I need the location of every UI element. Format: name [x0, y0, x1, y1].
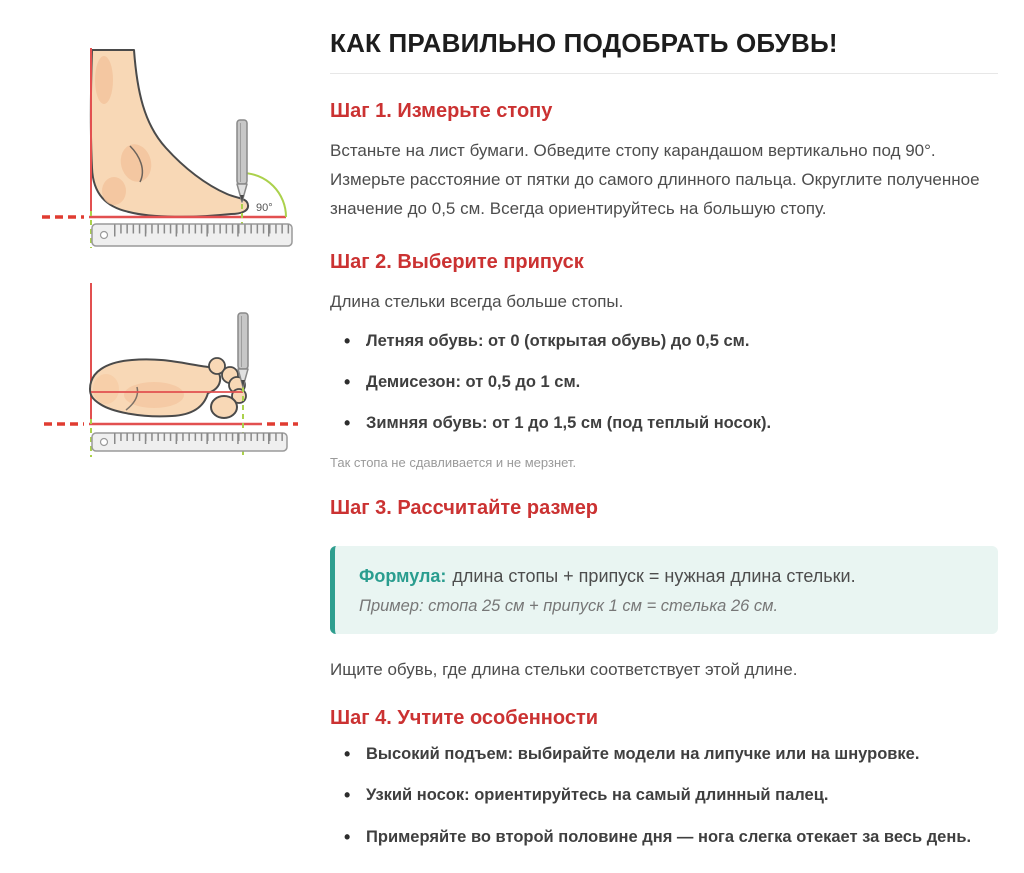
step-1-description: Встаньте на лист бумаги. Обведите стопу карандашом вертикально под 90°. Измерьте расстояние от пятки до самого длинного пальца. Округлите полученное значение до 0,5 см. Всегда ориентируйтесь на большую стопу.	[330, 141, 980, 218]
allowance-list	[330, 331, 998, 435]
step-1-heading: Шаг 1. Измерьте стопу	[330, 100, 553, 122]
foot-top-outline	[90, 358, 246, 418]
step-2-note: Так стопа не сдавливается и не мерзнет.	[330, 454, 577, 470]
list-item: • Зимняя обувь: от 1 до 1,5 см (под теплый носок).	[344, 413, 998, 434]
list-item: • Узкий носок: ориентируйтесь на самый длинный палец.	[344, 785, 998, 806]
step-4-section	[330, 707, 998, 848]
foot-top-view-illustration	[34, 275, 306, 487]
formula-example: Пример: стопа 25 см + припуск 1 см = стелька 26 см.	[359, 596, 779, 615]
illustration-column	[34, 36, 306, 487]
ruler	[92, 224, 292, 246]
step-2-heading: Шаг 2. Выберите припуск	[330, 250, 584, 273]
step-2-section	[330, 251, 998, 470]
foot-side-view-illustration	[34, 36, 306, 251]
formula-line	[359, 566, 976, 587]
step-1-section	[330, 100, 998, 224]
formula-label: Формула:	[359, 565, 447, 586]
step-2-intro: Длина стельки всегда больше стопы.	[330, 291, 624, 311]
angle-90-label: 90°	[256, 202, 273, 214]
formula-box	[330, 546, 998, 634]
step-3-section	[330, 497, 998, 680]
ruler	[92, 433, 287, 451]
pencil-icon	[237, 120, 247, 202]
list-item: • Летняя обувь: от 0 (открытая обувь) до 0,5 см.	[344, 331, 998, 352]
tips-list	[330, 744, 998, 848]
pencil-icon	[238, 313, 248, 387]
foot-side-outline	[91, 50, 248, 217]
list-item: • Высокий подъем: выбирайте модели на липучке или на шнуровке.	[344, 744, 998, 765]
article-content	[330, 28, 998, 873]
step-3-conclusion: Ищите обувь, где длина стельки соответствует этой длине.	[330, 659, 798, 679]
page-title: КАК ПРАВИЛЬНО ПОДОБРАТЬ ОБУВЬ!	[330, 28, 838, 58]
list-item: • Демисезон: от 0,5 до 1 см.	[344, 372, 998, 393]
list-item: • Примеряйте во второй половине дня — нога слегка отекает за весь день.	[344, 827, 998, 848]
title-divider	[330, 73, 998, 74]
step-3-heading: Шаг 3. Рассчитайте размер	[330, 496, 599, 519]
step-4-heading: Шаг 4. Учтите особенности	[330, 706, 599, 729]
formula-text: длина стопы + припуск = нужная длина стельки.	[452, 565, 856, 586]
